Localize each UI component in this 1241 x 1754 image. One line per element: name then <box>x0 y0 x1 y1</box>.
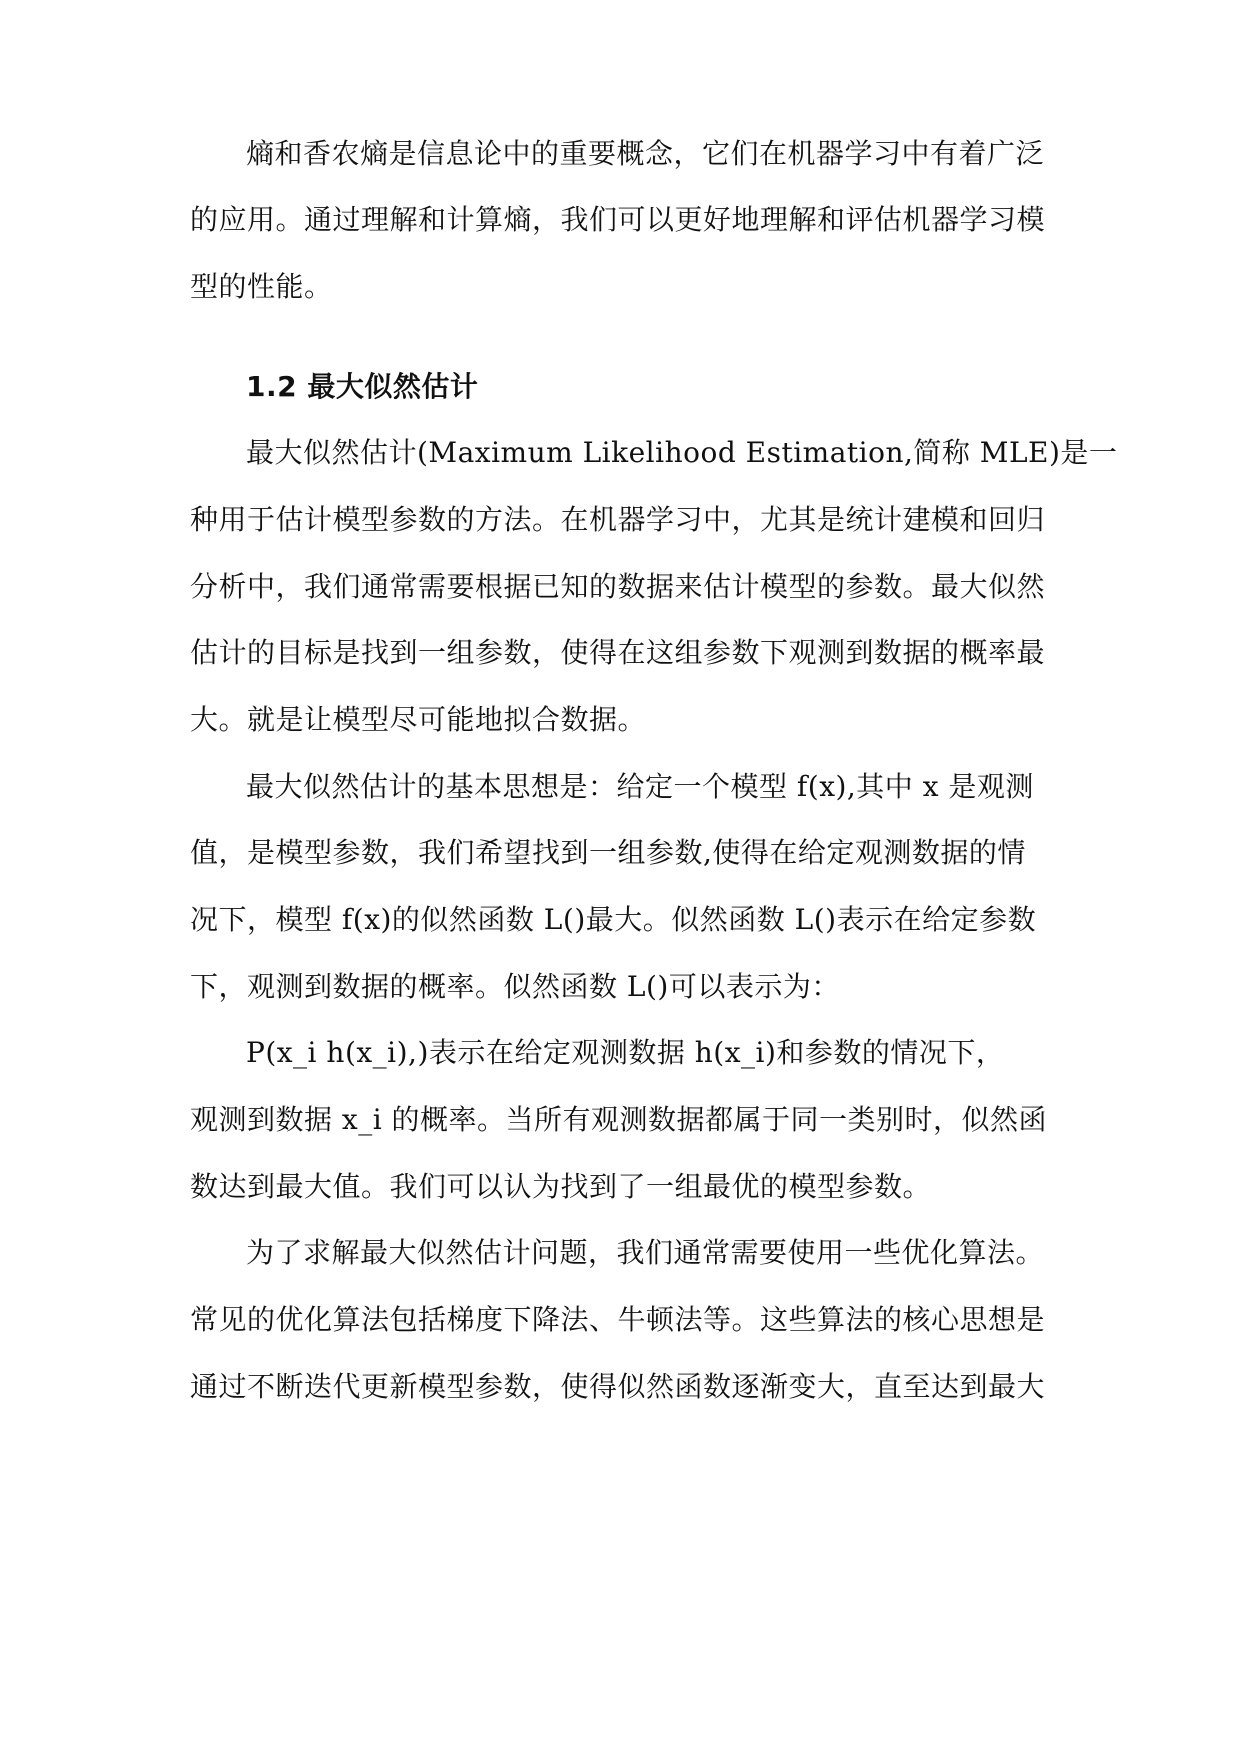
paragraph-line: 种用于估计模型参数的方法。在机器学习中，尤其是统计建模和回归 <box>190 503 1046 536</box>
paragraph-line: 数达到最大值。我们可以认为找到了一组最优的模型参数。 <box>190 1170 932 1203</box>
paragraph-line: 为了求解最大似然估计问题，我们通常需要使用一些优化算法。 <box>246 1236 1045 1269</box>
paragraph-line: 熵和香农熵是信息论中的重要概念，它们在机器学习中有着广泛 <box>246 137 1045 170</box>
paragraph-line: 况下，模型 f(x)的似然函数 L()最大。似然函数 L()表示在给定参数 <box>190 903 1037 936</box>
paragraph-line: 通过不断迭代更新模型参数，使得似然函数逐渐变大，直至达到最大 <box>190 1370 1046 1403</box>
paragraph-line: 值，是模型参数，我们希望找到一组参数,使得在给定观测数据的情 <box>190 836 1026 869</box>
paragraph-line: 估计的目标是找到一组参数，使得在这组参数下观测到数据的概率最 <box>190 636 1046 669</box>
paragraph-line: 型的性能。 <box>190 270 333 303</box>
paragraph-line: 大。就是让模型尽可能地拟合数据。 <box>190 703 647 736</box>
paragraph-line: 的应用。通过理解和计算熵，我们可以更好地理解和评估机器学习模 <box>190 203 1046 236</box>
paragraph-line: 观测到数据 x_i 的概率。当所有观测数据都属于同一类别时，似然函 <box>190 1103 1048 1136</box>
paragraph-line: 下，观测到数据的概率。似然函数 L()可以表示为： <box>190 970 840 1003</box>
paragraph-line: 最大似然估计的基本思想是：给定一个模型 f(x),其中 x 是观测 <box>246 770 1034 803</box>
paragraph-line: 最大似然估计(Maximum Likelihood Estimation,简称 MLE)是一 <box>246 436 1118 469</box>
paragraph-line: 常见的优化算法包括梯度下降法、牛顿法等。这些算法的核心思想是 <box>190 1303 1046 1336</box>
section-heading: 1.2 最大似然估计 <box>246 370 479 403</box>
paragraph-line: 分析中，我们通常需要根据已知的数据来估计模型的参数。最大似然 <box>190 570 1046 603</box>
paragraph-line: P(x_i h(x_i),)表示在给定观测数据 h(x_i)和参数的情况下， <box>246 1036 1005 1069</box>
